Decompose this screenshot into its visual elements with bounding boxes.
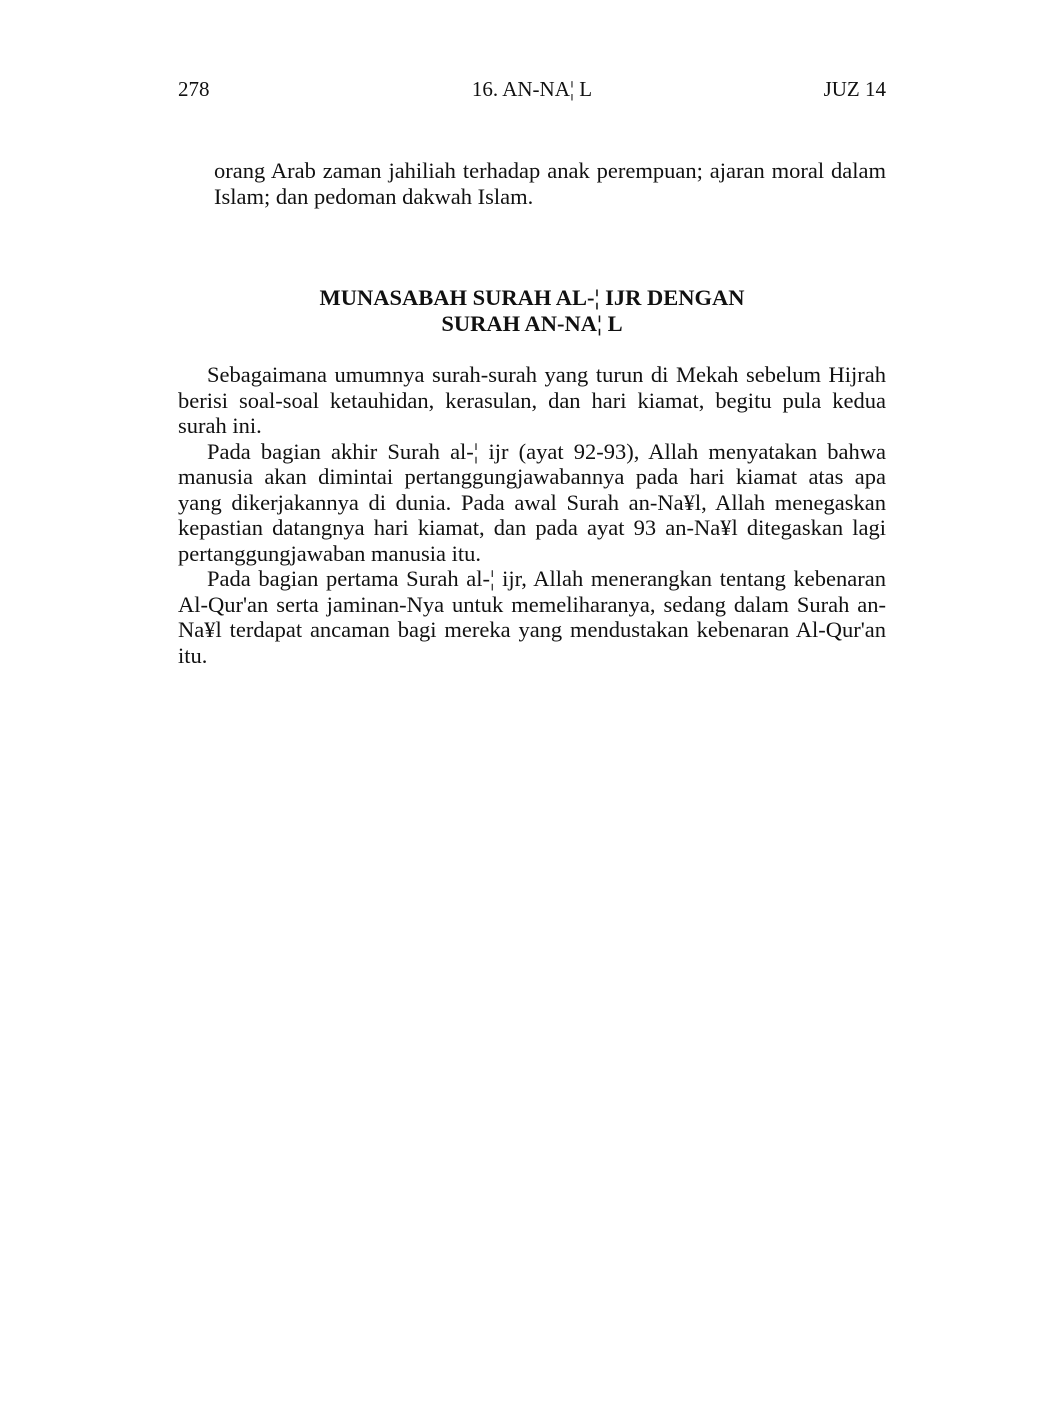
body-paragraph: Pada bagian akhir Surah al-¦ ijr (ayat 92-93), Allah menyatakan bahwa manusia akan dimintai pertanggungjawabannya pada hari kiamat atas apa yang dikerjakannya di dunia. Pada awal Surah an-Na¥l, Allah menegaskan kepastian datangnya hari kiamat, dan pada ayat 93 an-Na¥l ditegaskan lagi pertanggungjawaban manusia itu. bbox=[178, 438, 886, 566]
continuation-paragraph: orang Arab zaman jahiliah terhadap anak perempuan; ajaran moral dalam Islam; dan pedoman dakwah Islam. bbox=[214, 158, 886, 209]
section-heading-line-1: MUNASABAH SURAH AL-¦ IJR DENGAN bbox=[319, 285, 745, 310]
section-heading bbox=[178, 285, 886, 337]
page-number: 278 bbox=[178, 77, 210, 101]
section-body bbox=[178, 362, 886, 668]
body-paragraph: Sebagaimana umumnya surah-surah yang turun di Mekah sebelum Hijrah berisi soal-soal ketauhidan, kerasulan, dan hari kiamat, begitu pula kedua surah ini. bbox=[178, 362, 886, 438]
juz-label: JUZ 14 bbox=[823, 77, 886, 101]
continuation-paragraph-block bbox=[214, 158, 886, 209]
body-paragraph: Pada bagian pertama Surah al-¦ ijr, Allah menerangkan tentang kebenaran Al-Qur'an serta jaminan-Nya untuk memeliharanya, sedang dalam Surah an-Na¥l terdapat ancaman bagi mereka yang mendustakan kebenaran Al-Qur'an itu. bbox=[178, 566, 886, 668]
running-header bbox=[178, 76, 886, 102]
chapter-title: 16. AN-NA¦ L bbox=[471, 77, 593, 101]
section-heading-line-2: SURAH AN-NA¦ L bbox=[441, 311, 623, 336]
